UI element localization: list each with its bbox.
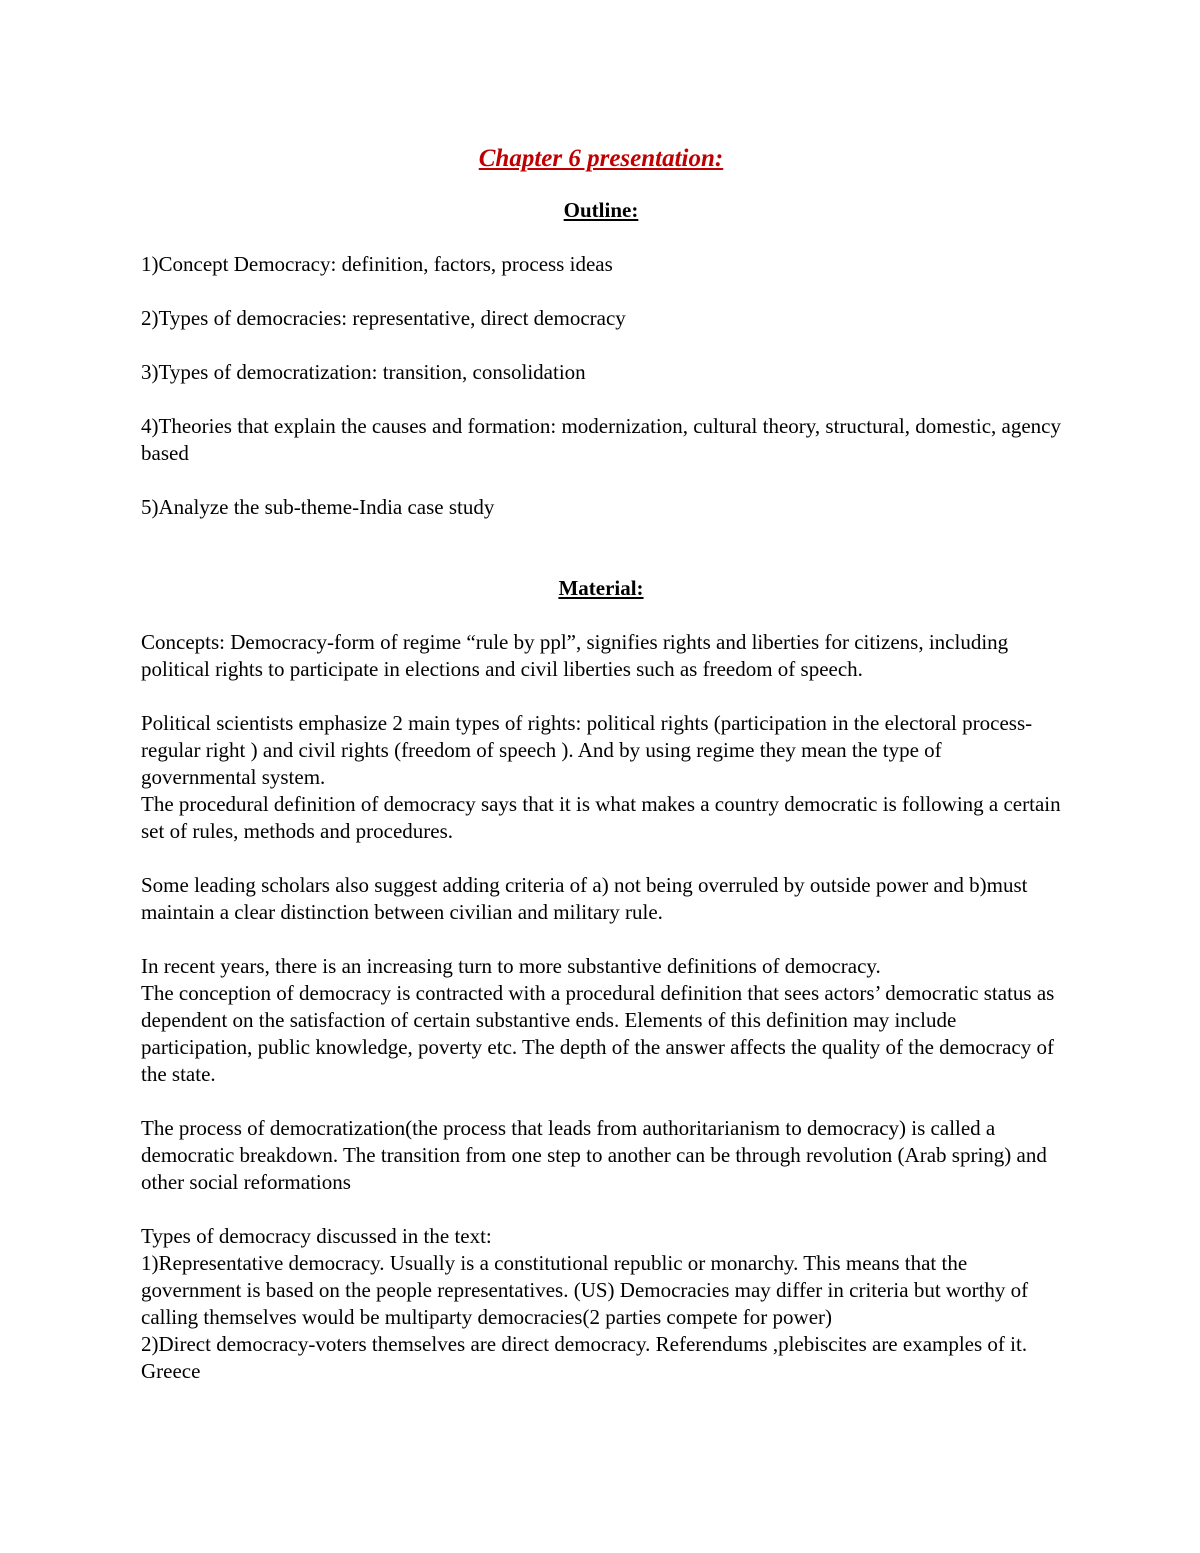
material-heading: Material: [558,576,644,600]
outline-item: 2)Types of democracies: representative, direct democracy [141,306,626,330]
paragraph: In recent years, there is an increasing turn to more substantive definitions of democracy. [141,954,881,978]
paragraph: Concepts: Democracy-form of regime “rule by ppl”, signifies rights and liberties for citizens, including political rights to participate in elections and civil liberties such as freedom of speech. [141,630,1009,681]
outline-item: 3)Types of democratization: transition, consolidation [141,360,586,384]
paragraph: The procedural definition of democracy says that it is what makes a country democratic is following a certain set of rules, methods and procedures. [141,792,1061,843]
outline-item: 5)Analyze the sub-theme-India case study [141,495,495,519]
paragraph: The conception of democracy is contracted with a procedural definition that sees actors’ democratic status as dependent on the satisfaction of certain substantive ends. Elements of this definition may include participation, public knowledge, poverty etc. The depth of the answer affects the quality of the democracy of the state. [141,981,1055,1086]
outline-heading: Outline: [563,198,639,222]
section-spacer [141,548,1061,575]
paragraph: The process of democratization(the process that leads from authoritarianism to democracy) is called a democratic breakdown. The transition from one step to another can be through revolution (Arab spring) and other social reformations [141,1116,1047,1194]
list-item: 2)Direct democracy-voters themselves are direct democracy. Referendums ,plebiscites are examples of it. Greece [141,1332,1028,1383]
outline-item: 1)Concept Democracy: definition, factors, process ideas [141,252,613,276]
document-title: Chapter 6 presentation: [478,145,724,172]
list-item: 1)Representative democracy. Usually is a constitutional republic or monarchy. This means that the government is based on the people representatives. (US) Democracies may differ in criteria but worthy of calling themselves would be multiparty democracies(2 parties compete for power) [141,1251,1029,1329]
document-body [141,142,1061,1385]
paragraph: Some leading scholars also suggest adding criteria of a) not being overruled by outside power and b)must maintain a clear distinction between civilian and military rule. [141,873,1028,924]
paragraph: Types of democracy discussed in the text: [141,1224,492,1248]
outline-item: 4)Theories that explain the causes and formation: modernization, cultural theory, structural, domestic, agency based [141,414,1061,465]
paragraph: Political scientists emphasize 2 main types of rights: political rights (participation in the electoral process- regular right ) and civil rights (freedom of speech ). And by using regime they mean the type of governmental system. [141,711,1033,789]
